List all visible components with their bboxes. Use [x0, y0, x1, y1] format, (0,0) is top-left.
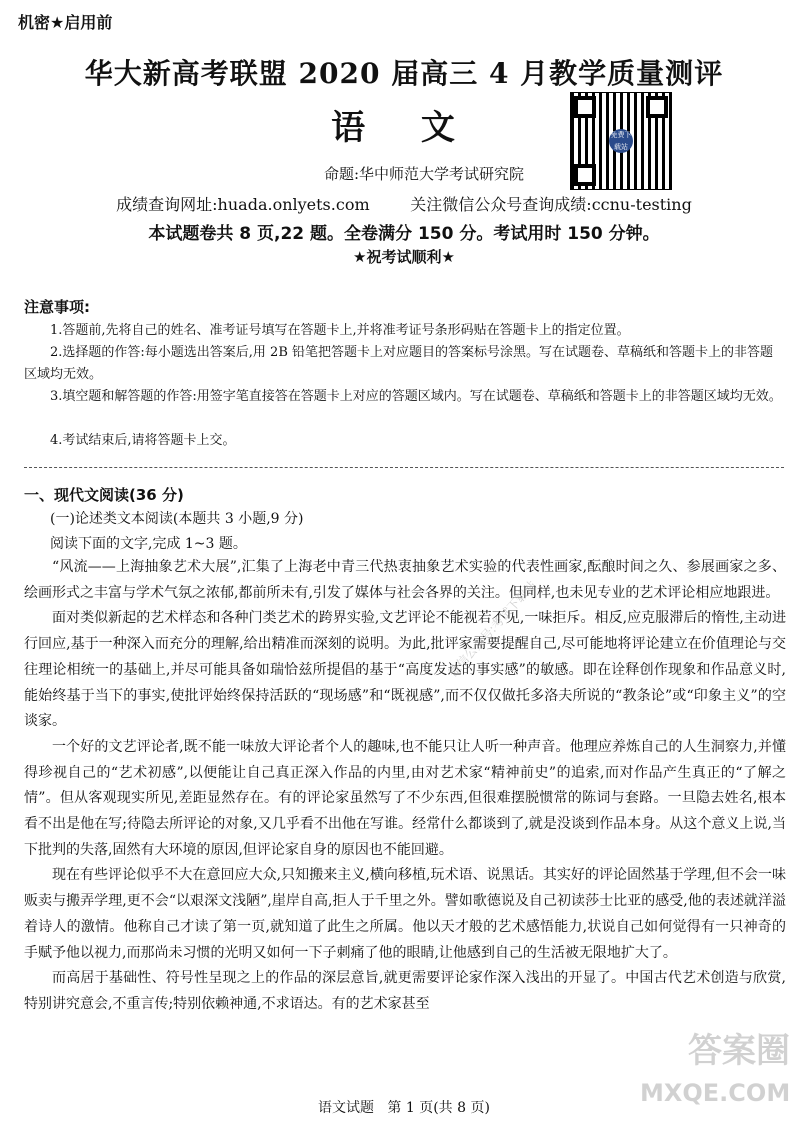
- good-luck-line: ★祝考试顺利★: [353, 248, 455, 266]
- page-footer: 语文试题 第 1 页(共 8 页): [318, 1100, 490, 1116]
- notice-item: 3.填空题和解答题的作答:用签字笔直接答在答题卡上对应的答题区域内。写在试题卷、草稿纸和答题卡上的非答题区域均无效。: [50, 389, 782, 404]
- qr-corner-icon: [646, 96, 668, 118]
- passage-paragraph: 面对类似新起的艺术样态和各种门类艺术的跨界实验,文艺评论不能视若不见,一味拒斥。相反,应克服滞后的惰性,主动进行回应,基于一种深入而充分的理解,给出精准而深刻的说明。为此,批评家需要提醒自己,尽可能地将评论建立在价值理论与交往理论相统一的基础上,并尽可能具备如瑞恰兹所提倡的基于“高度发达的事实感”的敏感。即在诠释创作现象和作品意义时,能始终基于当下的事实,使批评始终保持活跃的“现场感”和“既视感”,而不仅仅做托多洛夫所说的“教条论”或“印象主义”的空谈家。: [24, 610, 786, 730]
- section-subtitle: (一)论述类文本阅读(本题共 3 小题,9 分): [50, 511, 304, 527]
- passage-paragraph: 一个好的文艺评论者,既不能一味放大评论者个人的趣味,也不能只让人听一种声音。他理应养炼自己的人生洞察力,并懂得珍视自己的“艺术初感”,以便能让自己真正深入作品的内里,由对艺术家“精神前史”的追索,而对作品产生真正的“了解之情”。但从客观现实所见,差距显然存在。有的评论家虽然写了不少东西,但很难摆脱惯常的陈词与套路。一旦隐去姓名,根本看不出是他在写;待隐去所评论的对象,又几乎看不出他在写谁。经常什么都谈到了,就是没谈到作品本身。从这个意义上说,当下批判的失落,固然有大环境的原因,但评论家自身的原因也不能回避。: [24, 738, 786, 858]
- qr-corner-icon: [574, 96, 596, 118]
- exam-info: 本试题卷共 8 页,22 题。全卷满分 150 分。考试用时 150 分钟。: [148, 224, 660, 244]
- reading-passage: [24, 555, 786, 1018]
- author-line: 命题:华中师范大学考试研究院: [323, 165, 525, 183]
- notice-item: 1.答题前,先将自己的姓名、准考证号填写在答题卡上,并将准考证号条形码贴在答题卡上的指定位置。: [50, 323, 630, 338]
- notice-item: 2.选择题的作答:每小题选出答案后,用 2B 铅笔把答题卡上对应题目的答案标号涂黑。写在试题卷、草稿纸和答题卡上的非答题区域均无效。: [24, 345, 774, 382]
- exam-title: 华大新高考联盟 2020 届高三 4 月教学质量测评: [84, 57, 724, 90]
- notice-title: 注意事项:: [24, 298, 90, 316]
- secret-label: 机密★启用前: [18, 13, 113, 32]
- watermark-line: 答案圈: [688, 1031, 790, 1071]
- passage-paragraph: 而高居于基础性、符号性呈现之上的作品的深层意旨,就更需要评论家作深入浅出的开显了。中国古代艺术创造与欣赏,特别讲究意会,不重言传;特别依赖神通,不求语达。有的艺术家甚至: [24, 970, 786, 1012]
- passage-paragraph: “风流——上海抽象艺术大展”,汇集了上海老中青三代热衷抽象艺术实验的代表性画家,酝酿时间之久、参展画家之多、绘画形式之丰富与学术气氛之浓郁,都前所未有,引发了媒体与社会各界的关注。但同样,也未见专业的艺术评论相应地跟进。: [24, 559, 786, 601]
- diagonal-watermark: 微信公众号:考试下载站: [445, 578, 540, 680]
- reading-prompt: 阅读下面的文字,完成 1~3 题。: [50, 536, 247, 552]
- dashed-divider: [24, 467, 784, 468]
- watermark-line: MXQE.COM: [640, 1079, 791, 1107]
- passage-paragraph: 现在有些评论似乎不大在意回应大众,只知搬来主义,横向移植,玩术语、说黑话。其实好的评论固然基于学理,但不会一味贩卖与搬弄学理,更不会“以艰深文浅陋”,崖岸自高,拒人于千里之外。譬如歌德说及自己初读莎士比亚的感受,他的表述就洋溢着诗人的激情。他称自己才读了第一页,就知道了此生之所属。他以天才般的艺术感悟能力,状说自己如何觉得有一只神奇的手赋予他以视力,而那尚未习惯的光明又如何一下子刺痛了他的眼睛,让他感到自己的生活被无限地扩大了。: [24, 867, 786, 961]
- subject-title: 语 文: [331, 108, 477, 148]
- qr-badge: 免费下载站: [610, 131, 632, 151]
- notice-item: 4.考试结束后,请将答题卡上交。: [50, 433, 236, 448]
- section-title: 一、现代文阅读(36 分): [24, 486, 184, 504]
- query-line: 成绩查询网址:huada.onlyets.com 关注微信公众号查询成绩:ccnu-testing: [116, 195, 692, 214]
